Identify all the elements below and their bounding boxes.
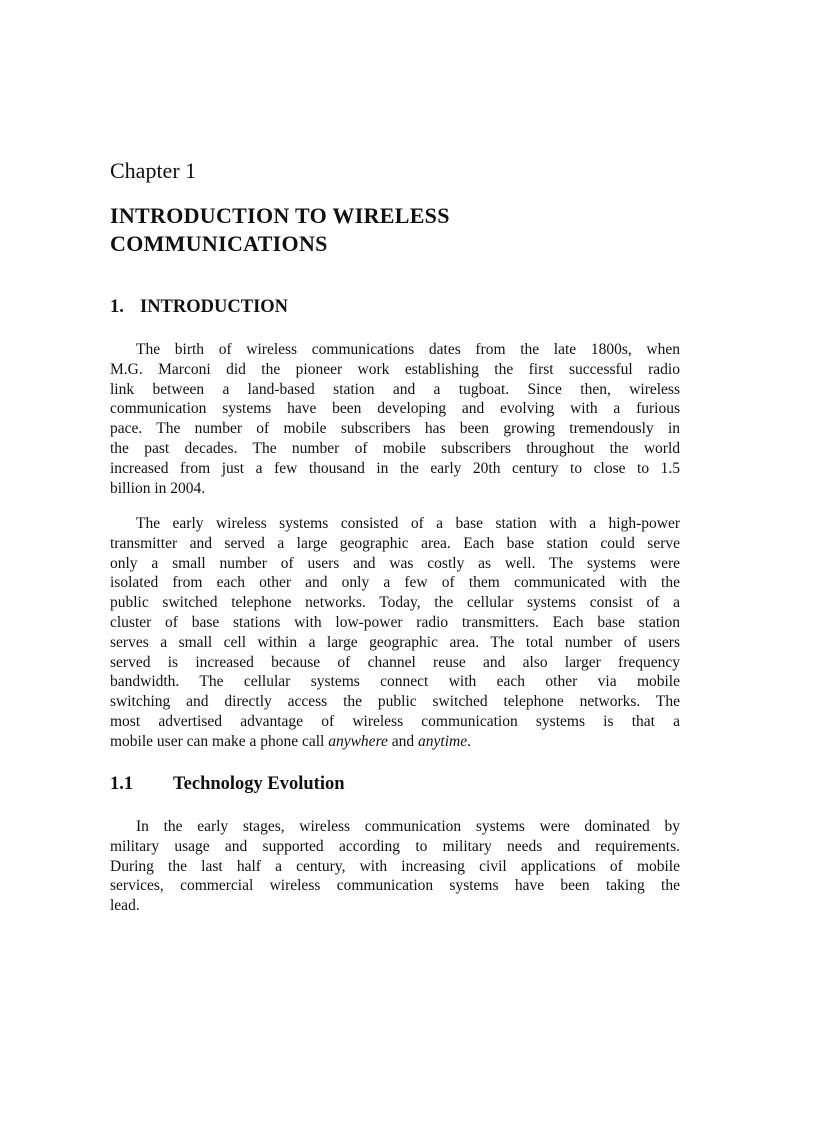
section-number: 1. (110, 297, 124, 317)
text-fragment: . (467, 732, 471, 750)
text-line-last (110, 732, 680, 752)
text-fragment: and (387, 732, 419, 750)
chapter-label: Chapter 1 (110, 158, 197, 183)
text-line: The birth of wireless communications dates from the late 1800s, when (136, 341, 680, 358)
section-heading-introduction (110, 294, 288, 320)
chapter-title-line-1: INTRODUCTION TO WIRELESS (110, 203, 450, 228)
text-line: increased from just a few thousand in the early 20th century to close to 1.5 (110, 459, 680, 477)
paragraph-birth-of-wireless (110, 340, 680, 498)
section-title: Technology Evolution (173, 774, 345, 794)
emphasis-anytime: anytime (418, 732, 468, 750)
text-line: lead. (110, 897, 140, 915)
paragraph-early-stages (110, 817, 680, 916)
text-line: the past decades. The number of mobile subscribers throughout the world (110, 439, 680, 457)
text-line: communication systems have been developing and evolving with a furious (110, 400, 680, 418)
text-line: During the last half a century, with increasing civil applications of mobile (110, 857, 680, 875)
section-heading-technology-evolution (110, 771, 345, 797)
text-line: switching and directly access the public switched telephone networks. The (110, 693, 680, 711)
text-line: isolated from each other and only a few of them communicated with the (110, 574, 680, 592)
section-title: INTRODUCTION (140, 297, 289, 317)
text-line: serves a small cell within a large geographic area. The total number of users (110, 633, 680, 651)
text-line: link between a land-based station and a tugboat. Since then, wireless (110, 380, 680, 398)
text-line: M.G. Marconi did the pioneer work establishing the first successful radio (110, 360, 680, 378)
text-line: only a small number of users and was costly as well. The systems were (110, 554, 680, 572)
paragraph-early-systems (110, 514, 680, 752)
emphasis-anywhere: anywhere (328, 732, 388, 750)
text-fragment: mobile user can make a phone call (110, 732, 329, 750)
text-line: pace. The number of mobile subscribers has been growing tremendously in (110, 420, 680, 438)
chapter-title (110, 202, 680, 258)
text-line: services, commercial wireless communication systems have been taking the (110, 877, 680, 895)
text-line: billion in 2004. (110, 479, 206, 497)
text-line: The early wireless systems consisted of a base station with a high-power (136, 515, 680, 532)
text-line: served is increased because of channel reuse and also larger frequency (110, 653, 680, 671)
text-line: most advertised advantage of wireless communication systems is that a (110, 712, 680, 730)
text-line: public switched telephone networks. Today, the cellular systems consist of a (110, 594, 680, 612)
text-line: bandwidth. The cellular systems connect with each other via mobile (110, 673, 680, 691)
section-number: 1.1 (110, 774, 134, 794)
text-line: transmitter and served a large geographic area. Each base station could serve (110, 534, 680, 552)
chapter-title-line-2: COMMUNICATIONS (110, 231, 328, 256)
text-line: In the early stages, wireless communication systems were dominated by (136, 818, 680, 835)
text-line: military usage and supported according to military needs and requirements. (110, 837, 680, 855)
text-line: cluster of base stations with low-power radio transmitters. Each base station (110, 613, 680, 631)
